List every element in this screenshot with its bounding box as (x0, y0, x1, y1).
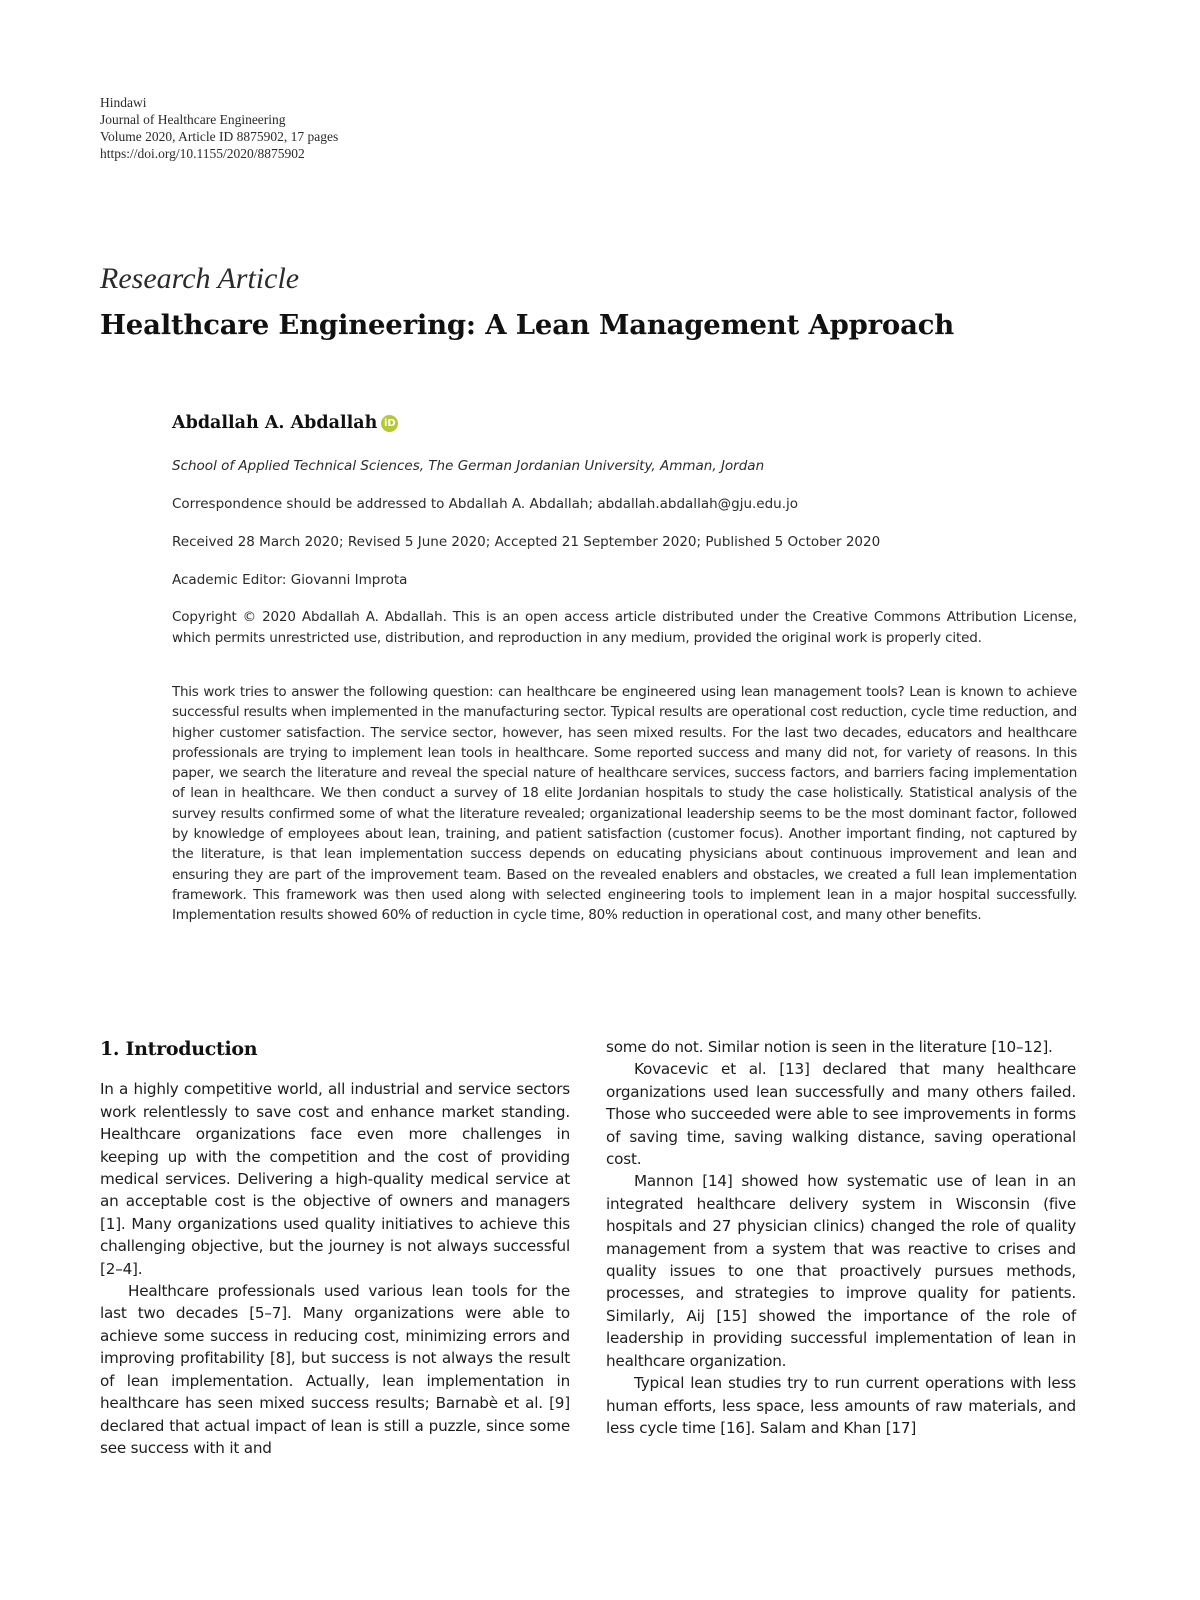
copyright-notice: Copyright © 2020 Abdallah A. Abdallah. This is an open access article distributed under the Creative Commons Attribution License, which permits unrestricted use, distribution, and reproduction in any medium, provided the original work is properly cited. (172, 609, 1077, 646)
paragraph: Mannon [14] showed how systematic use of lean in an integrated healthcare delivery system in Wisconsin (five hospitals and 27 physician clinics) changed the role of quality management from a system that was reactive to crises and quality issues to one that proactively pursues methods, processes, and strategies to improve quality for patients. Similarly, Aij [15] showed the importance of the role of leadership in providing successful implementation of lean in healthcare organization. (606, 1172, 1076, 1370)
abstract: This work tries to answer the following question: can healthcare be engineered using lean management tools? Lean is known to achieve successful results when implemented in the manufacturing sector. Typical results are operational cost reduction, cycle time reduction, and higher customer satisfaction. The service sector, however, has seen mixed results. For the last two decades, educators and healthcare professionals are trying to implement lean tools in healthcare. Some reported success and many did not, for variety of reasons. In this paper, we search the literature and reveal the special nature of healthcare services, success factors, and barriers facing implementation of lean in healthcare. We then conduct a survey of 18 elite Jordanian hospitals to study the case holistically. Statistical analysis of the survey results confirmed some of what the literature revealed; organizational leadership seems to be the most dominant factor, followed by knowledge of employees about lean, training, and patient satisfaction (customer focus). Another important finding, not captured by the literature, is that lean implementation success depends on educating physicians about continuous improvement and lean and ensuring they are part of the improvement team. Based on the revealed enablers and obstacles, we created a full lean implementation framework. This framework was then used along with selected engineering tools to implement lean in a major hospital successfully. Implementation results showed 60% of reduction in cycle time, 80% reduction in operational cost, and many other benefits. (172, 684, 1077, 924)
paper-title: Healthcare Engineering: A Lean Management Approach (100, 309, 955, 341)
correspondence: Correspondence should be addressed to Abdallah A. Abdallah; abdallah.abdallah@gju.edu.jo (172, 496, 799, 512)
publisher-name: Hindawi (100, 95, 147, 110)
doi-link[interactable]: https://doi.org/10.1155/2020/8875902 (100, 146, 305, 161)
volume-info: Volume 2020, Article ID 8875902, 17 pages (100, 129, 339, 144)
paragraph: Healthcare professionals used various lean tools for the last two decades [5–7]. Many organizations were able to achieve some success in reducing cost, minimizing errors and improving profitability [8], but success is not always the result of lean implementation. Actually, lean implementation in healthcare has seen mixed success results; Barnabè et al. [9] declared that actual impact of lean is still a puzzle, since some see success with it and (100, 1282, 570, 1457)
publication-dates: Received 28 March 2020; Revised 5 June 2020; Accepted 21 September 2020; Published 5 October 2020 (172, 534, 881, 550)
article-type: Research Article (100, 262, 300, 295)
affiliation: School of Applied Technical Sciences, The German Jordanian University, Amman, Jordan (172, 458, 765, 474)
section-heading: 1. Introduction (100, 1038, 258, 1060)
right-column (606, 1036, 1076, 1439)
author-name: Abdallah A. Abdallah (172, 413, 378, 433)
paragraph: some do not. Similar notion is seen in the literature [10–12]. (606, 1038, 1053, 1056)
journal-name: Journal of Healthcare Engineering (100, 112, 286, 127)
left-column (100, 1038, 570, 1459)
paragraph: In a highly competitive world, all industrial and service sectors work relentlessly to save cost and enhance market standing. Healthcare organizations face even more challenges in keeping up with the competition and the cost of providing medical services. Delivering a high-quality medical service at an acceptable cost is the objective of owners and managers [1]. Many organizations used quality initiatives to achieve this challenging objective, but the journey is not always successful [2–4]. (100, 1080, 570, 1278)
journal-header (100, 94, 338, 162)
orcid-icon[interactable]: iD (381, 415, 398, 432)
academic-editor: Academic Editor: Giovanni Improta (172, 572, 408, 588)
author-line (172, 413, 398, 433)
paragraph: Kovacevic et al. [13] declared that many healthcare organizations used lean successfully and many others failed. Those who succeeded were able to see improvements in forms of saving time, saving walking distance, saving operational cost. (606, 1060, 1076, 1169)
paragraph: Typical lean studies try to run current operations with less human efforts, less space, less amounts of raw materials, and less cycle time [16]. Salam and Khan [17] (606, 1374, 1076, 1437)
